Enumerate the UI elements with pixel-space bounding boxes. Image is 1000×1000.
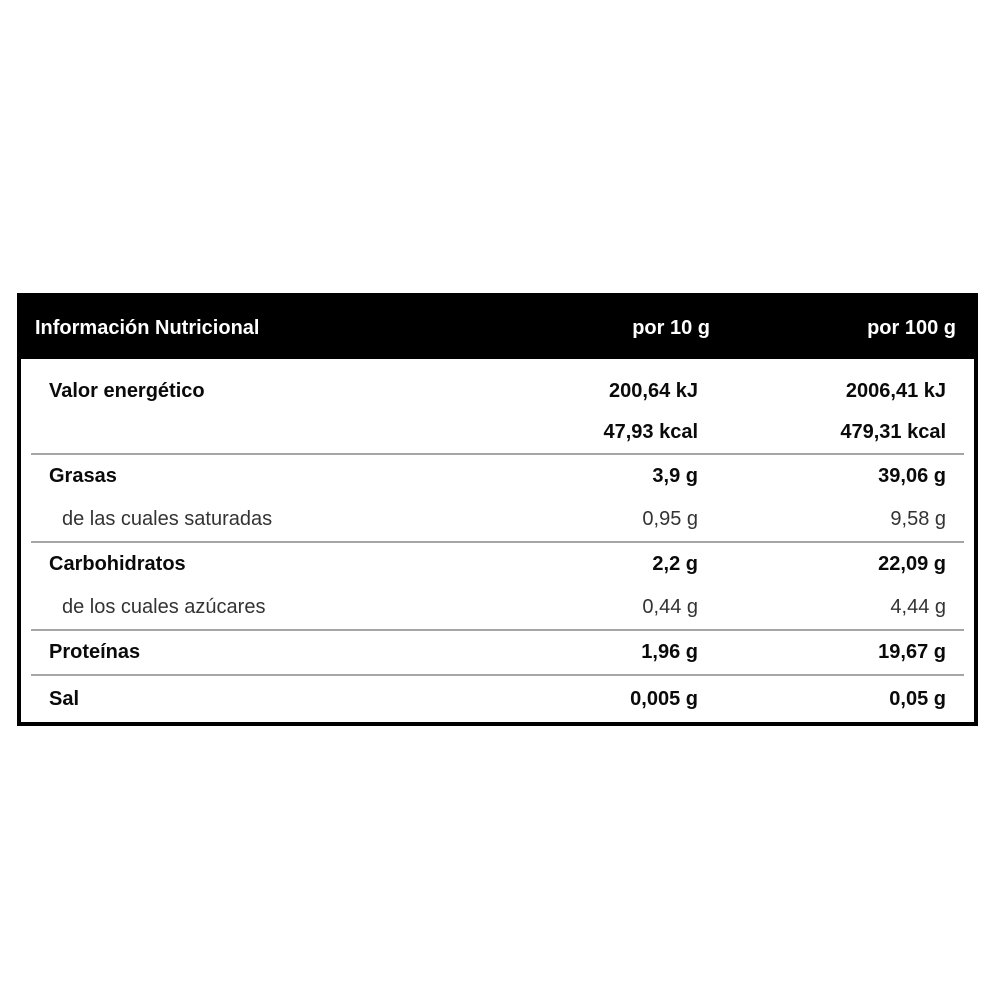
header-title: Información Nutricional [19, 295, 474, 359]
row-grasas [19, 455, 976, 498]
row-sal [19, 676, 976, 724]
header-col-per-100: por 100 g [724, 295, 976, 359]
value-per-10: 0,44 g [642, 596, 698, 618]
row-label: de las cuales saturadas [62, 508, 273, 530]
value-per-10: 1,96 g [641, 641, 698, 663]
value-per-10: 2,2 g [652, 553, 698, 575]
row-label: Carbohidratos [49, 553, 186, 575]
header-col-per-10: por 10 g [474, 295, 724, 359]
value-per-10: 3,9 g [652, 465, 698, 487]
value-per-100: 9,58 g [890, 508, 946, 530]
row-label: Grasas [49, 465, 117, 487]
value-per-100: 39,06 g [878, 465, 946, 487]
value-per-10-kj: 200,64 kJ [609, 380, 698, 402]
row-carbohidratos [19, 543, 976, 586]
row-azucares [19, 586, 976, 629]
row-valor-energetico [19, 359, 976, 453]
value-per-10: 0,95 g [642, 508, 698, 530]
row-label: Valor energético [49, 380, 205, 402]
value-per-100: 4,44 g [890, 596, 946, 618]
row-saturadas [19, 498, 976, 541]
value-per-10: 0,005 g [630, 687, 698, 710]
value-per-100-kcal: 479,31 kcal [840, 421, 946, 443]
row-proteinas [19, 631, 976, 674]
nutrition-table-container [17, 293, 978, 726]
table-header-row [19, 295, 976, 359]
row-label: Sal [49, 687, 80, 710]
value-per-100: 22,09 g [878, 553, 946, 575]
row-label: de los cuales azúcares [62, 596, 266, 618]
nutrition-table [17, 293, 978, 726]
value-per-100-kj: 2006,41 kJ [845, 380, 946, 402]
row-label: Proteínas [49, 641, 141, 663]
value-per-100: 0,05 g [889, 687, 946, 710]
value-per-100: 19,67 g [878, 641, 946, 663]
value-per-10-kcal: 47,93 kcal [603, 421, 698, 443]
